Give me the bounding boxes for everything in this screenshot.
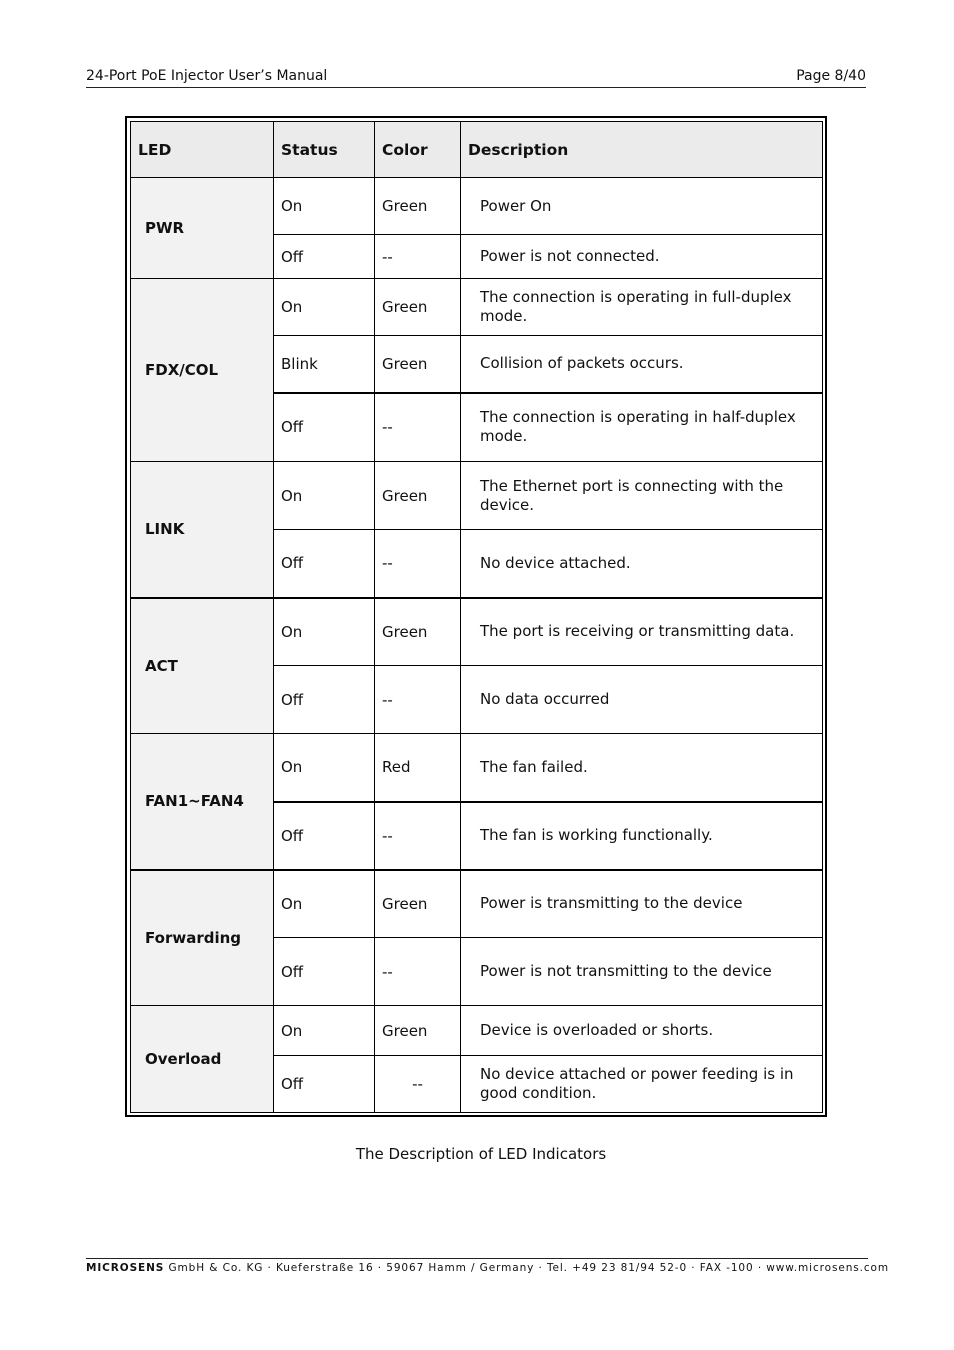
description-cell: The connection is operating in half-duplex mode. [461, 393, 823, 462]
status-cell: On [274, 1006, 375, 1056]
document-title: 24-Port PoE Injector User’s Manual [86, 68, 328, 84]
page-footer [86, 1258, 889, 1274]
status-cell: On [274, 279, 375, 336]
led-table-frame [125, 116, 827, 1117]
description-cell: Collision of packets occurs. [461, 336, 823, 393]
led-name-link: LINK [131, 462, 274, 598]
column-header-led: LED [131, 122, 274, 178]
color-cell: -- [375, 530, 461, 598]
description-cell: The fan is working functionally. [461, 802, 823, 870]
table-caption: The Description of LED Indicators [355, 1145, 607, 1163]
table-row [131, 598, 823, 666]
color-cell: -- [375, 666, 461, 734]
color-cell: -- [375, 938, 461, 1006]
status-cell: Blink [274, 336, 375, 393]
table-row [131, 279, 823, 336]
footer-company: MICROSENS [86, 1262, 165, 1274]
table-row [131, 178, 823, 235]
color-cell: Green [375, 279, 461, 336]
page-header [86, 68, 866, 88]
status-cell: On [274, 598, 375, 666]
status-cell: Off [274, 235, 375, 279]
page-number: Page 8/40 [796, 68, 866, 84]
color-cell: Green [375, 336, 461, 393]
column-header-color: Color [375, 122, 461, 178]
description-cell: Power is not transmitting to the device [461, 938, 823, 1006]
status-cell: On [274, 178, 375, 235]
color-cell: Red [375, 734, 461, 802]
led-name-forwarding: Forwarding [131, 870, 274, 1006]
description-cell: No data occurred [461, 666, 823, 734]
column-header-status: Status [274, 122, 375, 178]
status-cell: On [274, 734, 375, 802]
description-cell: No device attached or power feeding is in good condition. [461, 1056, 823, 1113]
color-cell: -- [375, 235, 461, 279]
led-name-act: ACT [131, 598, 274, 734]
led-indicator-table [130, 121, 823, 1113]
description-cell: Power On [461, 178, 823, 235]
status-cell: On [274, 462, 375, 530]
status-cell: Off [274, 530, 375, 598]
description-cell: Power is not connected. [461, 235, 823, 279]
status-cell: Off [274, 802, 375, 870]
table-row [131, 870, 823, 938]
color-cell: -- [375, 802, 461, 870]
footer-details: GmbH & Co. KG · Kueferstraße 16 · 59067 Hamm / Germany · Tel. +49 23 81/94 52-0 · FAX -100 · www.microsens.com [164, 1262, 889, 1274]
description-cell: Power is transmitting to the device [461, 870, 823, 938]
column-header-description: Description [461, 122, 823, 178]
led-name-fan: FAN1~FAN4 [131, 734, 274, 870]
color-cell: Green [375, 870, 461, 938]
status-cell: Off [274, 938, 375, 1006]
status-cell: Off [274, 393, 375, 462]
color-cell: Green [375, 178, 461, 235]
status-cell: Off [274, 1056, 375, 1113]
table-row [131, 1006, 823, 1056]
table-header-row [131, 122, 823, 178]
status-cell: On [274, 870, 375, 938]
led-name-fdx-col: FDX/COL [131, 279, 274, 462]
color-cell: Green [375, 1006, 461, 1056]
led-name-overload: Overload [131, 1006, 274, 1113]
color-cell: -- [375, 393, 461, 462]
color-cell: Green [375, 598, 461, 666]
status-cell: Off [274, 666, 375, 734]
led-name-pwr: PWR [131, 178, 274, 279]
description-cell: The fan failed. [461, 734, 823, 802]
description-cell: Device is overloaded or shorts. [461, 1006, 823, 1056]
color-cell: -- [375, 1056, 461, 1113]
table-row [131, 462, 823, 530]
description-cell: The port is receiving or transmitting data. [461, 598, 823, 666]
table-row [131, 734, 823, 802]
description-cell: No device attached. [461, 530, 823, 598]
color-cell: Green [375, 462, 461, 530]
description-cell: The Ethernet port is connecting with the device. [461, 462, 823, 530]
description-cell: The connection is operating in full-duplex mode. [461, 279, 823, 336]
